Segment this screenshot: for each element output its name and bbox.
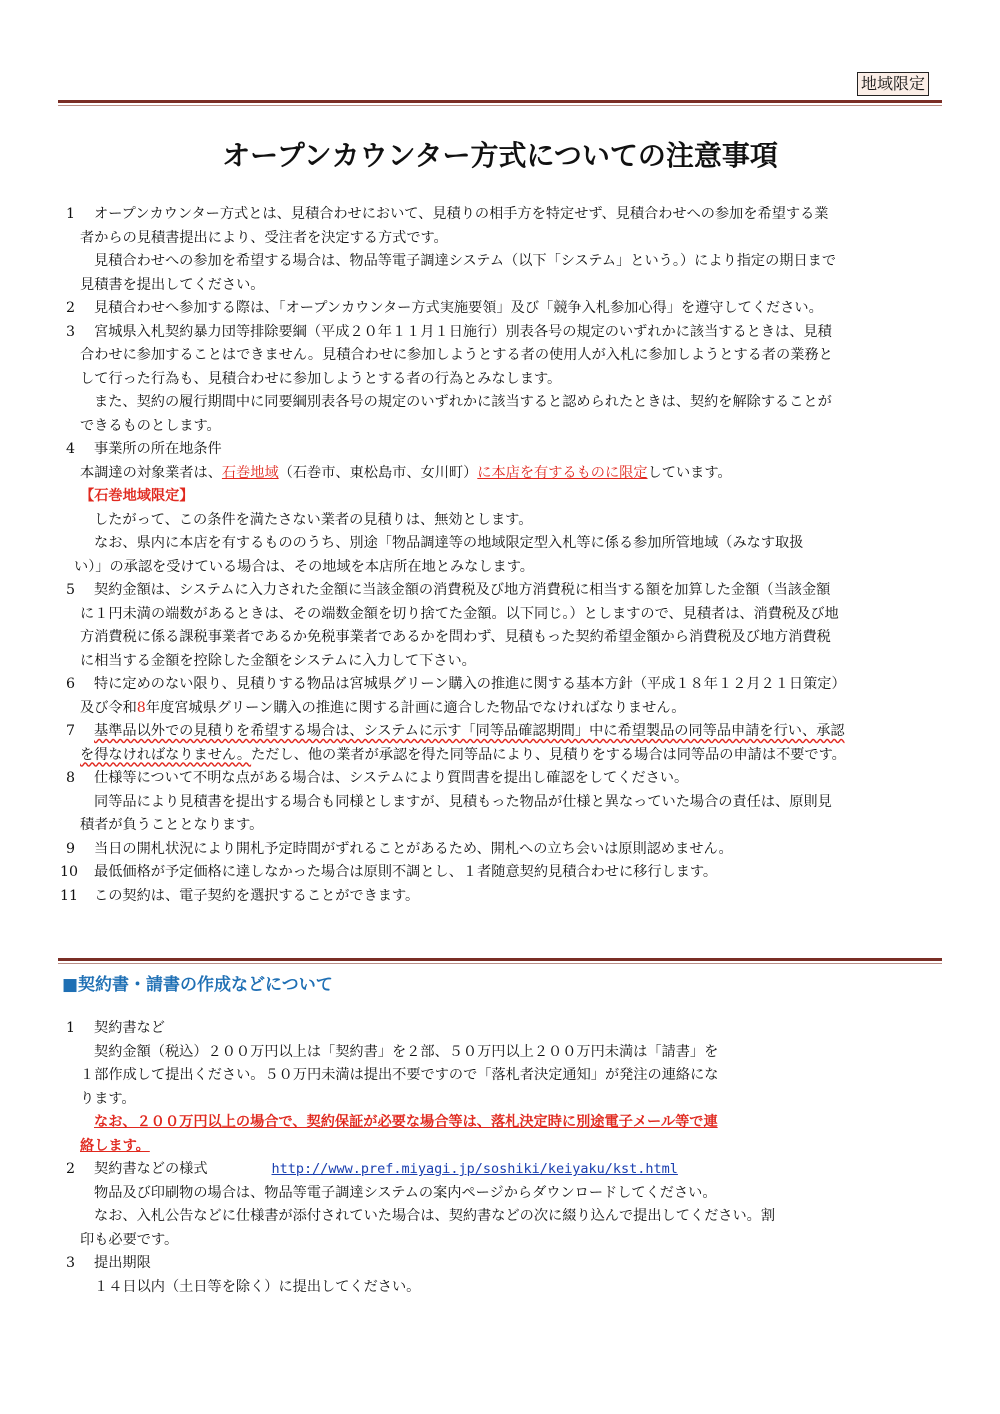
- item-3: 3 宮城県入札契約暴力団等排除要綱（平成２０年１１月１日施行）別表各号の規定のいずれかに該当するときは、見積: [66, 323, 832, 340]
- item-7: 7 基準品以外での見積りを希望する場合は、システムに示す「同等品確認期間」中に希望製品の同等品申請を行い、承認: [66, 723, 845, 739]
- item-9: 9 当日の開札状況により開札予定時間がずれることがあるため、開札への立ち会いは原則認めません。: [66, 840, 733, 857]
- region-condition-line: 本調達の対象業者は、石巻地域（石巻市、東松島市、女川町）に本店を有するものに限定しています。: [80, 464, 732, 481]
- item-10: 10 最低価格が予定価格に達しなかった場合は原則不調とし、１者随意契約見積合わせに移行します。: [60, 864, 718, 880]
- section-item-2: 2 契約書などの様式 http://www.pref.miyagi.jp/soshiki/keiyaku/kst.html: [66, 1161, 678, 1177]
- region-name: 石巻地域: [221, 464, 279, 481]
- section-item-1: 1 契約書など: [66, 1020, 165, 1036]
- top-rule: [58, 100, 942, 106]
- item-6: 6 特に定めのない限り、見積りする物品は宮城県グリーン購入の推進に関する基本方針（平成１８年１２月２１日策定）: [66, 676, 846, 692]
- item-11: 11 この契約は、電子契約を選択することができます。: [60, 887, 420, 904]
- section-rule: [58, 958, 942, 964]
- item-2: 2 見積合わせへ参加する際は、「オープンカウンター方式実施要領」及び「競争入札参加心得」を遵守してください。: [66, 300, 823, 316]
- region-limit-tag: 【石巻地域限定】: [80, 488, 194, 504]
- item-5: 5 契約金額は、システムに入力された金額に当該金額の消費税及び地方消費税に相当する額を加算した金額（当該金額: [66, 582, 831, 598]
- contract-section: 1 契約書など 契約金額（税込）２００万円以上は「契約書」を２部、５０万円以上２００万円未満は「請書」を １部作成して提出ください。５０万円未満は提出不要ですので「落札者決定通知」が発注の連絡にな ります。 なお、２００万円以上の場合で、契約保証が必要な場合等は、落札決定時に別途電子メール等で連 絡します。 2 契約書などの様式 http://www.pref.miyagi.jp/soshiki/keiyaku/kst.html 物品及び印刷物の場合は、物品等電子調達システムの案内ページからダウンロードしてください。 なお、入札公告などに仕様書が添付されていた場合は、契約書などの次に綴り込んで提出してください。割 印も必要です。 3 提出期限 １４日以内（土日等を除く）に提出してください。: [58, 1017, 942, 1299]
- notice-list: 1 オープンカウンター方式とは、見積合わせにおいて、見積りの相手方を特定せず、見積合わせへの参加を希望する業 者からの見積書提出により、受注者を決定する方式です。 見積合わせへの参加を希望する場合は、物品等電子調達システム（以下「システム」という。）により指定の期日まで 見積書を提出してください。 2 見積合わせへ参加する際は、「オープンカウンター方式実施要領」及び「競争入札参加心得」を遵守してください。 3 宮城県入札契約暴力団等排除要綱（平成２０年１１月１日施行）別表各号の規定のいずれかに該当するときは、見積 合わせに参加することはできません。見積合わせに参加しようとする者の使用人が入札に参加しようとする者の業務と して行った行為も、見積合わせに参加しようとする者の行為とみなします。 また、契約の履行期間中に同要綱別表各号の規定のいずれかに該当すると認められたときは、契約を解除することが できるものとします。 4 事業所の所在地条件 本調達の対象業者は、石巻地域（石巻市、東松島市、女川町）に本店を有するものに限定しています。 【石巻地域限定】 したがって、この条件を満たさない業者の見積りは、無効とします。 なお、県内に本店を有するもののうち、別途「物品調達等の地域限定型入札等に係る参加所管地域（みなす取扱 い）」の承認を受けている場合は、その地域を本店所在地とみなします。 5 契約金額は、システムに入力された金額に当該金額の消費税及び地方消費税に相当する額を加算した金額（当該金額 に１円未満の端数があるときは、その端数金額を切り捨てた金額。以下同じ。）としますので、見積者は、消費税及び地 方消費税に係る課税事業者であるか免税事業者であるかを問わず、見積もった契約希望金額から消費税及び地方消費税 に相当する金額を控除した金額をシステムに入力して下さい。 6 特に定めのない限り、見積りする物品は宮城県グリーン購入の推進に関する基本方針（平成１８年１２月２１日策定） 及び令和8年度宮城県グリーン購入の推進に関する計画に適合した物品でなければなりません。 7 基準品以外での見積りを希望する場合は、システムに示す「同等品確認期間」中に希望製品の同等品申請を行い、承認 を得なければなりません。ただし、他の業者が承認を得た同等品により、見積りをする場合は同等品の申請は不要です。 8 仕様等について不明な点がある場合は、システムにより質問書を提出し確認をしてください。 同等品により見積書を提出する場合も同様としますが、見積もった物品が仕様と異なっていた場合の責任は、原則見 積者が負うこととなります。 9 当日の開札状況により開札予定時間がずれることがあるため、開札への立ち会いは原則認めません。 10 最低価格が予定価格に達しなかった場合は原則不調とし、１者随意契約見積合わせに移行します。 11 この契約は、電子契約を選択することができます。: [58, 203, 942, 908]
- region-limited-badge: 地域限定: [857, 72, 929, 96]
- page-title: オープンカウンター方式についての注意事項: [222, 139, 778, 172]
- contract-forms-link[interactable]: http://www.pref.miyagi.jp/soshiki/keiyaku/kst.html: [271, 1161, 678, 1177]
- section-title: ■契約書・請書の作成などについて: [62, 975, 333, 995]
- item-8: 8 仕様等について不明な点がある場合は、システムにより質問書を提出し確認をしてください。: [66, 770, 689, 786]
- item-4: 4 事業所の所在地条件: [66, 441, 222, 457]
- guarantee-note: なお、２００万円以上の場合で、契約保証が必要な場合等は、落札決定時に別途電子メール等で連: [94, 1114, 718, 1130]
- region-limit-note: に本店を有するものに限定: [477, 464, 648, 481]
- item-1: 1 オープンカウンター方式とは、見積合わせにおいて、見積りの相手方を特定せず、見積合わせへの参加を希望する業: [66, 206, 829, 222]
- section-item-3: 3 提出期限: [66, 1255, 151, 1271]
